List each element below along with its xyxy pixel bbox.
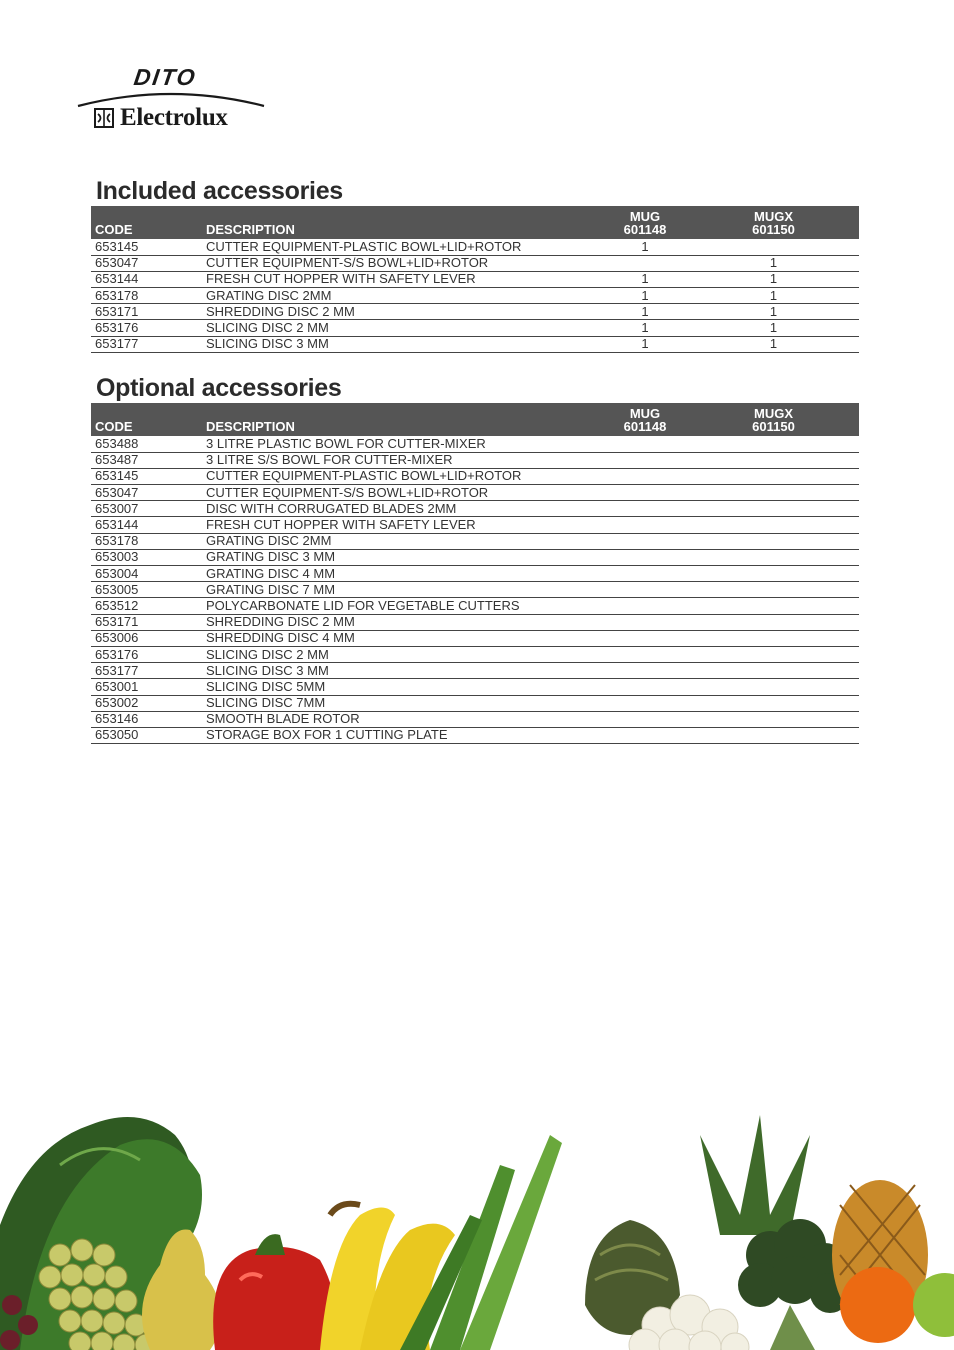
- cell-description: DISC WITH CORRUGATED BLADES 2MM: [202, 501, 602, 517]
- cell-mugx: [688, 485, 859, 501]
- table-row: [91, 663, 859, 679]
- cell-mugx: [688, 517, 859, 533]
- cell-description: CUTTER EQUIPMENT-S/S BOWL+LID+ROTOR: [202, 255, 602, 271]
- cell-mugx: [688, 679, 859, 695]
- cell-mugx: [688, 727, 859, 743]
- cell-mug: [602, 255, 688, 271]
- cell-description: SLICING DISC 7MM: [202, 695, 602, 711]
- table-row: [91, 320, 859, 336]
- electrolux-wordmark: Electrolux: [120, 104, 228, 131]
- cell-code: 653001: [91, 679, 202, 695]
- cell-description: GRATING DISC 2MM: [202, 533, 602, 549]
- cell-mug: 1: [602, 288, 688, 304]
- cell-code: 653177: [91, 663, 202, 679]
- vegetables-photo-banner: [0, 1105, 954, 1350]
- cell-mug: [602, 549, 688, 565]
- table-header-row: [91, 206, 859, 239]
- cell-mugx: 1: [688, 320, 859, 336]
- cell-mug: [602, 566, 688, 582]
- cell-mug: [602, 517, 688, 533]
- table-row: [91, 646, 859, 662]
- cell-description: SLICING DISC 3 MM: [202, 336, 602, 352]
- cell-mug: [602, 727, 688, 743]
- cell-description: SHREDDING DISC 4 MM: [202, 630, 602, 646]
- cell-code: 653146: [91, 711, 202, 727]
- cell-mug: [602, 501, 688, 517]
- cell-mugx: [688, 501, 859, 517]
- cell-description: SLICING DISC 2 MM: [202, 646, 602, 662]
- table-row: [91, 452, 859, 468]
- cell-mug: [602, 468, 688, 484]
- cell-description: STORAGE BOX FOR 1 CUTTING PLATE: [202, 727, 602, 743]
- header-description: DESCRIPTION: [202, 206, 602, 239]
- header-mugx-name: MUGX: [754, 209, 793, 224]
- table-row: [91, 711, 859, 727]
- cell-mugx: 1: [688, 304, 859, 320]
- cell-mug: [602, 679, 688, 695]
- cell-mugx: [688, 630, 859, 646]
- header-mugx-code: 601150: [752, 222, 795, 237]
- cell-code: 653003: [91, 549, 202, 565]
- electrolux-brand: [94, 104, 228, 132]
- electrolux-emblem-icon: [94, 108, 114, 128]
- table-row: [91, 255, 859, 271]
- cell-mugx: 1: [688, 336, 859, 352]
- header-mugx-name: MUGX: [754, 406, 793, 421]
- table-row: [91, 549, 859, 565]
- cell-code: 653005: [91, 582, 202, 598]
- cell-description: GRATING DISC 2MM: [202, 288, 602, 304]
- cell-code: 653007: [91, 501, 202, 517]
- table-row: [91, 582, 859, 598]
- cell-code: 653004: [91, 566, 202, 582]
- cell-mugx: [688, 598, 859, 614]
- cell-code: 653145: [91, 239, 202, 255]
- cell-mug: [602, 598, 688, 614]
- cell-code: 653176: [91, 320, 202, 336]
- cell-description: GRATING DISC 7 MM: [202, 582, 602, 598]
- header-mug-name: MUG: [629, 406, 661, 421]
- cell-mug: 1: [602, 304, 688, 320]
- cell-mug: [602, 614, 688, 630]
- table-row: [91, 468, 859, 484]
- table-row: [91, 304, 859, 320]
- cell-code: 653050: [91, 727, 202, 743]
- table-row: [91, 630, 859, 646]
- table-row: [91, 501, 859, 517]
- optional-accessories-table: [91, 403, 859, 744]
- cell-code: 653047: [91, 255, 202, 271]
- cell-description: POLYCARBONATE LID FOR VEGETABLE CUTTERS: [202, 598, 602, 614]
- cell-mugx: 1: [688, 271, 859, 287]
- optional-accessories-title: Optional accessories: [96, 374, 342, 402]
- cell-description: SLICING DISC 5MM: [202, 679, 602, 695]
- header-mugx: [688, 403, 859, 436]
- cell-mug: 1: [602, 239, 688, 255]
- cell-code: 653512: [91, 598, 202, 614]
- cell-mugx: [688, 614, 859, 630]
- table-row: [91, 598, 859, 614]
- cell-code: 653487: [91, 452, 202, 468]
- table-row: [91, 533, 859, 549]
- cell-description: 3 LITRE PLASTIC BOWL FOR CUTTER-MIXER: [202, 436, 602, 452]
- cell-code: 653002: [91, 695, 202, 711]
- cell-description: 3 LITRE S/S BOWL FOR CUTTER-MIXER: [202, 452, 602, 468]
- cell-mug: [602, 582, 688, 598]
- table-row: [91, 517, 859, 533]
- cell-mug: [602, 485, 688, 501]
- cell-mug: 1: [602, 320, 688, 336]
- header-code: CODE: [91, 206, 202, 239]
- cell-mug: 1: [602, 271, 688, 287]
- cell-mug: [602, 452, 688, 468]
- cell-code: 653178: [91, 533, 202, 549]
- header-mug-code: 601148: [623, 222, 667, 237]
- cell-code: 653145: [91, 468, 202, 484]
- header-mug: [602, 403, 688, 436]
- cell-code: 653047: [91, 485, 202, 501]
- table-row: [91, 485, 859, 501]
- header-mugx: [688, 206, 859, 239]
- cell-mug: [602, 695, 688, 711]
- cell-description: SLICING DISC 2 MM: [202, 320, 602, 336]
- cell-description: FRESH CUT HOPPER WITH SAFETY LEVER: [202, 517, 602, 533]
- cell-mug: [602, 663, 688, 679]
- cell-code: 653171: [91, 304, 202, 320]
- table-row: [91, 336, 859, 352]
- cell-mugx: [688, 566, 859, 582]
- cell-description: GRATING DISC 4 MM: [202, 566, 602, 582]
- cell-mug: [602, 533, 688, 549]
- table-row: [91, 288, 859, 304]
- dito-wordmark: DITO: [132, 64, 199, 90]
- cell-description: CUTTER EQUIPMENT-S/S BOWL+LID+ROTOR: [202, 485, 602, 501]
- cell-mug: [602, 630, 688, 646]
- cell-mug: [602, 436, 688, 452]
- header-mugx-code: 601150: [752, 419, 795, 434]
- cell-description: CUTTER EQUIPMENT-PLASTIC BOWL+LID+ROTOR: [202, 468, 602, 484]
- cell-mugx: [688, 646, 859, 662]
- header-mug-code: 601148: [623, 419, 667, 434]
- cell-description: GRATING DISC 3 MM: [202, 549, 602, 565]
- table-row: [91, 614, 859, 630]
- cell-description: SHREDDING DISC 2 MM: [202, 304, 602, 320]
- table-row: [91, 239, 859, 255]
- electrolux-dito-logo: [76, 64, 266, 134]
- table-row: [91, 566, 859, 582]
- header-mug-name: MUG: [629, 209, 661, 224]
- cell-mugx: [688, 663, 859, 679]
- cell-mug: 1: [602, 336, 688, 352]
- cell-mug: [602, 711, 688, 727]
- cell-mugx: [688, 452, 859, 468]
- cell-description: SMOOTH BLADE ROTOR: [202, 711, 602, 727]
- table-row: [91, 436, 859, 452]
- cell-mugx: [688, 549, 859, 565]
- cell-mugx: [688, 239, 859, 255]
- cell-mugx: [688, 695, 859, 711]
- included-accessories-table: [91, 206, 859, 353]
- header-mug: [602, 206, 688, 239]
- cell-mugx: [688, 436, 859, 452]
- table-row: [91, 679, 859, 695]
- cell-code: 653171: [91, 614, 202, 630]
- header-description: DESCRIPTION: [202, 403, 602, 436]
- cell-mugx: 1: [688, 288, 859, 304]
- cell-code: 653144: [91, 517, 202, 533]
- cell-mugx: [688, 582, 859, 598]
- included-accessories-title: Included accessories: [96, 177, 343, 205]
- cell-code: 653488: [91, 436, 202, 452]
- cell-description: SLICING DISC 3 MM: [202, 663, 602, 679]
- cell-mug: [602, 646, 688, 662]
- table-row: [91, 727, 859, 743]
- cell-mugx: [688, 711, 859, 727]
- table-header-row: [91, 403, 859, 436]
- cell-code: 653177: [91, 336, 202, 352]
- cell-description: FRESH CUT HOPPER WITH SAFETY LEVER: [202, 271, 602, 287]
- header-code: CODE: [91, 403, 202, 436]
- cell-code: 653144: [91, 271, 202, 287]
- table-row: [91, 695, 859, 711]
- cell-mugx: [688, 468, 859, 484]
- cell-code: 653006: [91, 630, 202, 646]
- cell-description: CUTTER EQUIPMENT-PLASTIC BOWL+LID+ROTOR: [202, 239, 602, 255]
- cell-mugx: 1: [688, 255, 859, 271]
- cell-mugx: [688, 533, 859, 549]
- cell-description: SHREDDING DISC 2 MM: [202, 614, 602, 630]
- cell-code: 653178: [91, 288, 202, 304]
- cell-code: 653176: [91, 646, 202, 662]
- table-row: [91, 271, 859, 287]
